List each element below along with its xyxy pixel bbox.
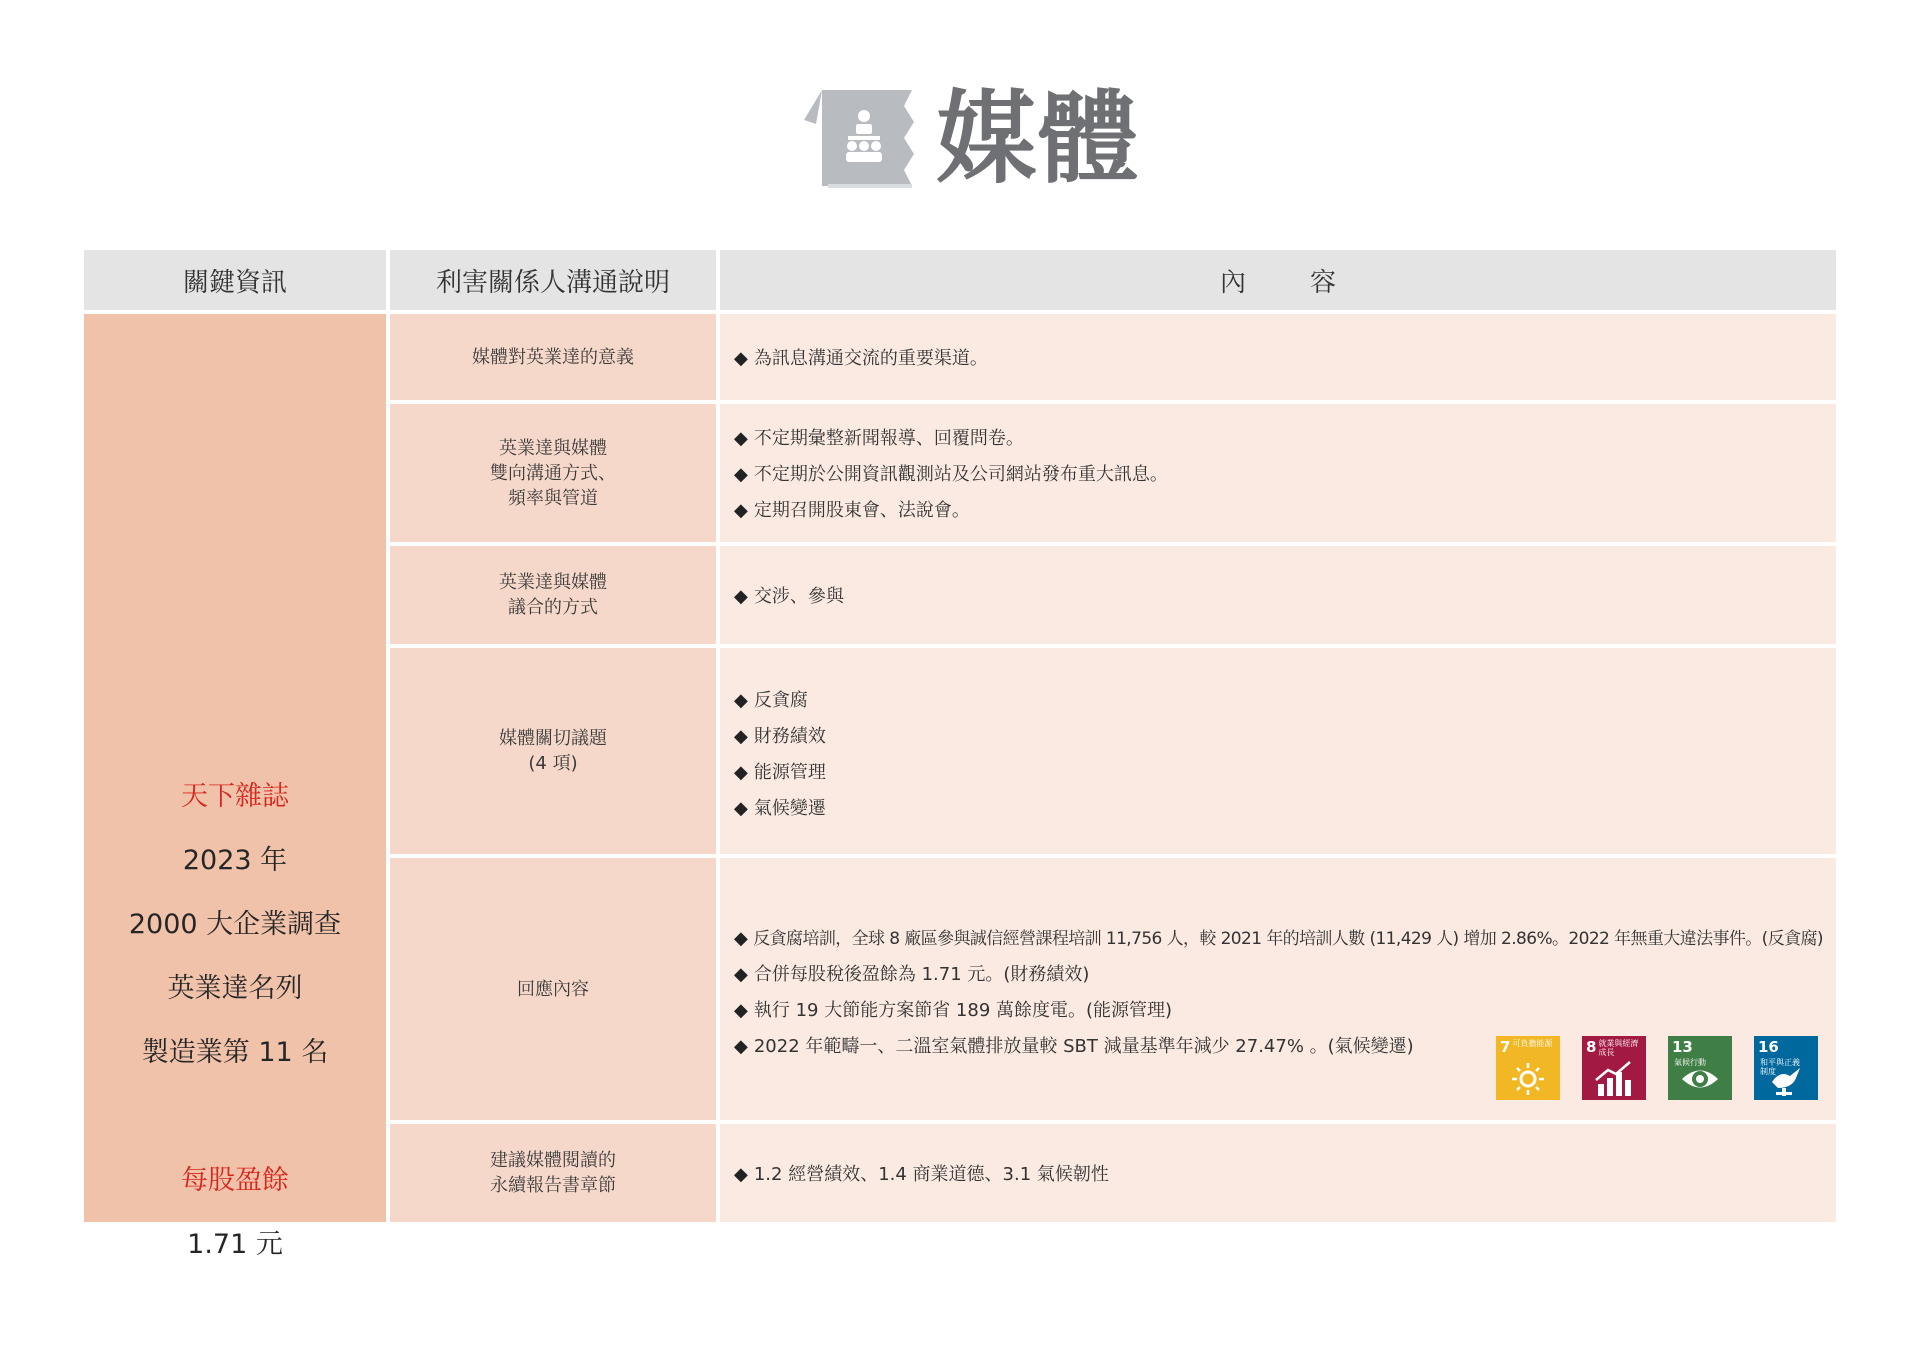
page-title: 媒體 — [936, 80, 1140, 197]
row-content-chapters — [720, 1124, 1836, 1222]
sdg-8-badge: 8 就業與經濟成長 — [1582, 1036, 1646, 1100]
list-item: ◆ 執行 19 大節能方案節省 189 萬餘度電。(能源管理) — [734, 1000, 1173, 1021]
key-info-survey: 2000 大企業調查 — [128, 909, 342, 940]
eye-icon — [1680, 1062, 1720, 1096]
list-item: ◆ 財務績效 — [734, 726, 826, 747]
list-item: ◆ 不定期於公開資訊觀測站及公司網站發布重大訊息。 — [734, 464, 1168, 485]
header-topic: 利害關係人溝通說明 — [390, 250, 716, 310]
row-label-response: 回應內容 — [390, 858, 716, 1120]
key-info-rank: 製造業第 11 名 — [141, 1037, 329, 1068]
list-item: ◆ 為訊息溝通交流的重要渠道。 — [734, 348, 988, 369]
key-info-listed: 英業達名列 — [167, 973, 303, 1004]
sdg-13-badge: 13氣候行動 — [1668, 1036, 1732, 1100]
list-item: ◆ 1.2 經營績效、1.4 商業道德、3.1 氣候韌性 — [734, 1164, 1109, 1185]
row-content-meaning — [720, 314, 1836, 400]
row-label-concerns: 媒體關切議題 (4 項) — [390, 648, 716, 854]
row-label-meaning: 媒體對英業達的意義 — [390, 314, 716, 400]
list-item: ◆ 不定期彙整新聞報導、回覆問卷。 — [734, 428, 1024, 449]
header-content: 內容 — [720, 250, 1836, 310]
list-item: ◆ 2022 年範疇一、二溫室氣體排放量較 SBT 減量基準年減少 27.47% 。(氣候變遷) — [734, 1036, 1414, 1057]
stakeholder-table — [84, 250, 1836, 1260]
list-item: ◆ 合併每股稅後盈餘為 1.71 元。(財務績效) — [734, 964, 1090, 985]
header-key-info: 關鍵資訊 — [84, 250, 386, 310]
row-label-channels: 英業達與媒體 雙向溝通方式、 頻率與管道 — [390, 404, 716, 542]
row-content-engagement — [720, 546, 1836, 644]
row-content-channels — [720, 404, 1836, 542]
sdg-16-badge: 16和平與正義制度 — [1754, 1036, 1818, 1100]
sdg-7-badge: 7 可負擔能源 — [1496, 1036, 1560, 1100]
list-item: ◆ 定期召開股東會、法說會。 — [734, 500, 970, 521]
key-info-cell — [84, 314, 386, 1260]
key-info-year: 2023 年 — [182, 845, 288, 876]
key-info-eps-value: 1.71 元 — [187, 1229, 283, 1260]
row-label-chapters: 建議媒體閱讀的 永續報告書章節 — [390, 1124, 716, 1222]
row-label-engagement: 英業達與媒體 議合的方式 — [390, 546, 716, 644]
row-content-concerns — [720, 648, 1836, 854]
key-info-magazine: 天下雜誌 — [181, 781, 289, 812]
list-item: ◆ 能源管理 — [734, 762, 826, 783]
list-item: ◆ 交涉、參與 — [734, 586, 844, 607]
growth-chart-icon — [1594, 1062, 1634, 1096]
list-item: ◆ 氣候變遷 — [734, 798, 826, 819]
list-item: ◆ 反貪腐培訓，全球 8 廠區參與誠信經營課程培訓 11,756 人，較 2021 年的培訓人數 (11,429 人) 增加 2.86%。2022 年無重大違法事件。(反貪腐) — [734, 928, 1823, 949]
dove-icon — [1766, 1062, 1806, 1096]
media-stakeholder-icon — [800, 86, 918, 188]
key-info-eps-label: 每股盈餘 — [181, 1165, 289, 1196]
sun-icon — [1508, 1062, 1548, 1096]
list-item: ◆ 反貪腐 — [734, 690, 808, 711]
